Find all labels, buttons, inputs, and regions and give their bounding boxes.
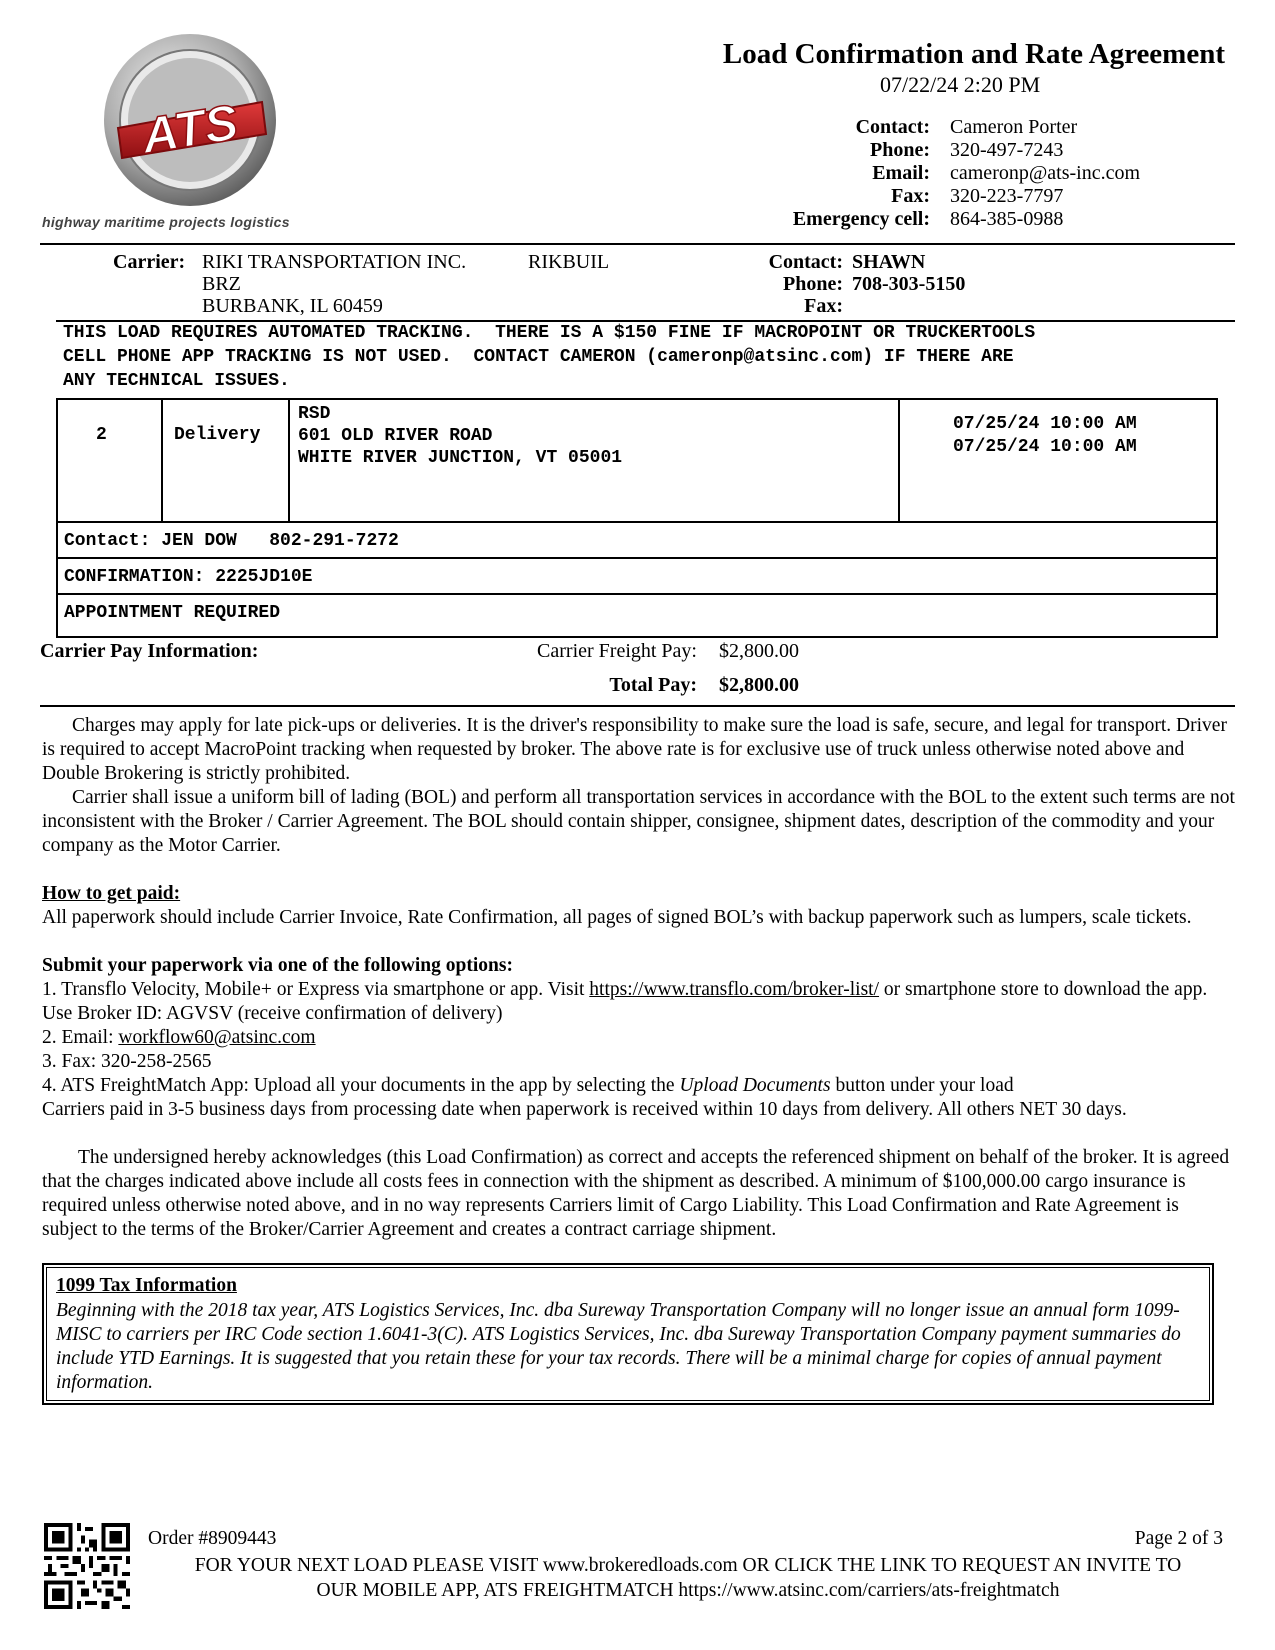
stop-city: WHITE RIVER JUNCTION, VT 05001 [298, 448, 623, 468]
stop-row-divider-2 [58, 557, 1216, 559]
option-freightmatch-text: 4. ATS FreightMatch App: Upload all your documents in the app by selecting the [42, 1075, 680, 1096]
stop-col-divider-3 [898, 400, 900, 523]
option-transflo-text-end: or smartphone store to download the app. Use Broker ID: AGVSV (receive confirmation of delivery) [42, 979, 1208, 1024]
carrier-contact-value: SHAWN [852, 251, 926, 273]
stop-contact: Contact: JEN DOW 802-291-7272 [64, 531, 399, 551]
document-title: Load Confirmation and Rate Agreement [722, 38, 1225, 70]
carrier-line2: BRZ [202, 273, 241, 295]
total-pay-value: $2,800.00 [719, 674, 799, 696]
stop-row-divider-1 [58, 521, 1216, 523]
footer-notice [148, 1553, 1228, 1603]
tracking-notice-line2: CELL PHONE APP TRACKING IS NOT USED. CONTACT CAMERON (cameronp@atsinc.com) IF THERE ARE [63, 347, 1014, 367]
option-transflo-text: 1. Transflo Velocity, Mobile+ or Express via smartphone or app. Visit [42, 979, 590, 1000]
option-transflo [42, 978, 1237, 1026]
option-freightmatch [42, 1074, 1237, 1098]
option-fax: 3. Fax: 320-258-2565 [42, 1051, 212, 1072]
logo-text: ATS [137, 93, 242, 165]
acknowledgement-paragraph: The undersigned hereby acknowledges (this Load Confirmation) as correct and accepts the referenced shipment on behalf of the broker. It is agreed that the charges indicated above include all costs fees in connection with the shipment as described. A minimum of $100,000.00 cargo insurance is required unless otherwise noted above, and in no way represents Carriers limit of Cargo Liability. This Load Confirmation and Rate Agreement is subject to the terms of the Broker/Carrier Agreement and creates a contract carriage shipment. [42, 1147, 1230, 1240]
carrier-divider [56, 320, 1235, 322]
carrier-name: RIKI TRANSPORTATION INC. [202, 251, 467, 273]
page-number: Page 2 of 3 [1134, 1528, 1223, 1549]
stop-confirmation: CONFIRMATION: 2225JD10E [64, 567, 313, 587]
option-email [42, 1026, 1237, 1050]
tax-info-text: Beginning with the 2018 tax year, ATS Logistics Services, Inc. dba Sureway Transportation Company will no longer issue an annual form 1099-MISC to carriers per IRC Code section 1.6041-3(C). ATS Logistics Services, Inc. dba Sureway Transportation Company payment summaries do include YTD Earnings. It is suggested that you retain these for your tax records. There will be a minimal charge for copies of annual payment information. [56, 1300, 1181, 1393]
order-number: Order #8909443 [148, 1528, 277, 1549]
payment-heading: How to get paid: [42, 883, 181, 904]
transflo-link[interactable]: https://www.transflo.com/broker-list/ [589, 979, 880, 1000]
tax-info-title: 1099 Tax Information [56, 1275, 237, 1296]
logo-tagline: highway maritime projects logistics [42, 214, 290, 230]
upload-documents-emphasis: Upload Documents [679, 1075, 831, 1096]
footer-line-2[interactable]: OUR MOBILE APP, ATS FREIGHTMATCH https://www.atsinc.com/carriers/ats-freightmatch [316, 1580, 1060, 1601]
option-email-text: 2. Email: [42, 1027, 119, 1048]
payment-intro: All paperwork should include Carrier Invoice, Rate Confirmation, all pages of signed BOL’s with backup paperwork such as lumpers, scale tickets. [42, 907, 1192, 928]
freight-pay-value: $2,800.00 [719, 640, 799, 662]
stop-col-divider-2 [288, 400, 290, 523]
broker-phone-label: Phone: [870, 139, 930, 161]
carrier-city: BURBANK, IL 60459 [202, 295, 383, 317]
pay-divider [40, 705, 1235, 707]
stop-col-divider-1 [161, 400, 163, 523]
stop-table [56, 398, 1218, 638]
freight-pay-label: Carrier Freight Pay: [537, 640, 697, 662]
document-datetime: 07/22/24 2:20 PM [880, 72, 1041, 97]
stop-time-end: 07/25/24 10:00 AM [953, 437, 1137, 457]
carrier-phone-value: 708-303-5150 [852, 273, 966, 295]
tracking-notice-line3: ANY TECHNICAL ISSUES. [63, 371, 290, 391]
pay-section-label: Carrier Pay Information: [40, 640, 259, 662]
broker-email-value[interactable]: cameronp@ats-inc.com [950, 162, 1141, 184]
total-pay-label: Total Pay: [609, 674, 697, 696]
payment-terms: Carriers paid in 3-5 business days from processing date when paperwork is received within 10 days from delivery. All others NET 30 days. [42, 1099, 1127, 1120]
stop-location-name: RSD [298, 404, 331, 424]
tax-info-box [42, 1263, 1214, 1405]
carrier-contact-label: Contact: [768, 251, 843, 273]
broker-email-label: Email: [872, 162, 930, 184]
terms-paragraph-1: Charges may apply for late pick-ups or deliveries. It is the driver's responsibility to make sure the load is safe, secure, and legal for transport. Driver is required to accept MacroPoint tracking when requested by broker. The above rate is for exclusive use of truck unless otherwise noted above and Double Brokering is strictly prohibited. [42, 715, 1227, 784]
broker-contact-value: Cameron Porter [950, 116, 1078, 138]
stop-appointment: APPOINTMENT REQUIRED [64, 603, 281, 623]
stop-time-start: 07/25/24 10:00 AM [953, 414, 1137, 434]
stop-address: 601 OLD RIVER ROAD [298, 426, 493, 446]
emergency-cell-value: 864-385-0988 [950, 208, 1064, 230]
carrier-fax-label: Fax: [804, 295, 843, 317]
stop-number: 2 [96, 425, 107, 445]
header-divider [40, 243, 1235, 245]
workflow-email-link[interactable]: workflow60@atsinc.com [118, 1027, 316, 1048]
broker-fax-value: 320-223-7797 [950, 185, 1064, 207]
option-freightmatch-text-end: button under your load [830, 1075, 1014, 1096]
carrier-code: RIKBUIL [528, 251, 610, 273]
submit-heading: Submit your paperwork via one of the following options: [42, 955, 513, 976]
broker-phone-value: 320-497-7243 [950, 139, 1064, 161]
footer-line-1[interactable]: FOR YOUR NEXT LOAD PLEASE VISIT www.brokeredloads.com OR CLICK THE LINK TO REQUEST AN INVITE TO [194, 1555, 1182, 1576]
stop-type: Delivery [174, 425, 261, 445]
qr-code[interactable] [44, 1523, 130, 1609]
stop-row-divider-3 [58, 593, 1216, 595]
terms-paragraph-2: Carrier shall issue a uniform bill of lading (BOL) and perform all transportation services in accordance with the BOL to the extent such terms are not inconsistent with the Broker / Carrier Agreement. The BOL should contain shipper, consignee, shipment dates, description of the commodity and your company as the Motor Carrier. [42, 787, 1235, 856]
emergency-cell-label: Emergency cell: [792, 208, 930, 230]
ats-logo [100, 30, 280, 210]
broker-fax-label: Fax: [891, 185, 930, 207]
broker-contact-label: Contact: [855, 116, 930, 138]
carrier-label: Carrier: [113, 251, 186, 273]
tracking-notice-line1: THIS LOAD REQUIRES AUTOMATED TRACKING. THERE IS A $150 FINE IF MACROPOINT OR TRUCKERTOOLS [63, 323, 1036, 343]
carrier-phone-label: Phone: [783, 273, 843, 295]
